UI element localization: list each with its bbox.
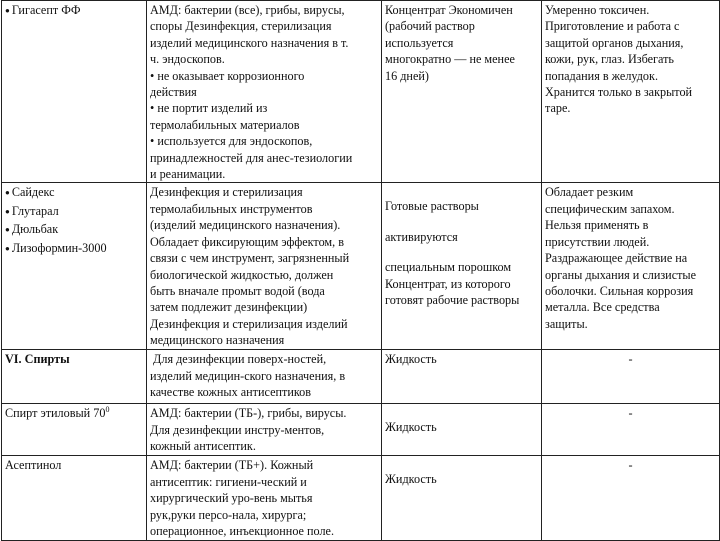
text-line: рук,руки персо-нала, хирурга;: [150, 507, 307, 522]
text-line: Концентрат Экономичен: [385, 3, 513, 17]
text-line: кожи, рук, глаз. Избегать: [545, 52, 674, 67]
form-cell: [382, 350, 542, 404]
text-line: 16 дней): [385, 68, 429, 83]
form-cell: [382, 1, 542, 183]
section-heading-cell: [2, 350, 147, 404]
text-line: • не портит изделий из: [150, 101, 268, 116]
text-line: связи с чем инструмент, загрязненный: [150, 251, 350, 266]
purpose-cell: [147, 404, 382, 456]
table-row: [2, 1, 720, 183]
agent-name: ● Лизоформин-3000: [5, 240, 143, 258]
text-line: Приготовление и работа с: [545, 19, 680, 34]
text-line: защитой органов дыхания,: [545, 35, 684, 50]
text-line: Жидкость: [385, 472, 437, 487]
table-row: [2, 404, 720, 456]
degree-superscript: 0: [105, 405, 110, 415]
text-line: Жидкость: [385, 420, 437, 435]
text-line: принадлежностей для анес-тезиологии: [150, 150, 353, 165]
agent-name: ● Дюльбак: [5, 221, 143, 239]
text-line: и реанимации.: [150, 167, 226, 182]
text-line: изделий медицин-ского назначения, в: [150, 368, 346, 383]
table-row: [2, 456, 720, 540]
text-line: • не оказывает коррозионного: [150, 68, 305, 83]
text-line: многократно — не менее: [385, 52, 515, 67]
text-line: Умеренно токсичен.: [545, 3, 650, 17]
text-line: металла. Все средства: [545, 300, 660, 315]
text-line: Жидкость: [385, 352, 437, 367]
empty-dash: -: [628, 406, 633, 421]
text-line: изделий медицинского назначения в т.: [150, 35, 349, 50]
text-line: Обладает резким: [545, 185, 634, 200]
text-line: присутствии людей.: [545, 234, 650, 249]
text-line: оболочки. Сильная коррозия: [545, 283, 694, 298]
text-line: качестве кожных антисептиков: [150, 385, 312, 400]
text-line: Готовые растворы: [385, 199, 479, 214]
purpose-cell: [147, 350, 382, 404]
text-line: термолабильных инструментов: [150, 201, 313, 216]
text-line: антисептик: гигиени-ческий и: [150, 474, 307, 489]
text-line: Раздражающее действие на: [545, 251, 688, 266]
text-line: защиты.: [545, 316, 588, 331]
text-line: таре.: [545, 101, 571, 116]
text-line: (изделий медицинского назначения).: [150, 218, 341, 233]
table-row: [2, 183, 720, 350]
text-line: Нельзя применять в: [545, 218, 649, 233]
text-line: Дезинфекция и стерилизация: [150, 185, 303, 200]
text-line: готовят рабочие растворы: [385, 293, 520, 308]
purpose-cell: [147, 183, 382, 350]
text-line: АМД: бактерии (ТБ+). Кожный: [150, 458, 314, 473]
agent-name: ● Сайдекс: [5, 184, 143, 202]
agent-name: ● Глутарал: [5, 203, 143, 221]
text-line: биологической жидкостью, должен: [150, 267, 334, 282]
section-heading: VI. Спирты: [5, 352, 70, 367]
text-line: затем подлежит дезинфекции): [150, 300, 308, 315]
text-line: хирургический уро-вень мытья: [150, 491, 313, 506]
text-line: специальным порошком: [385, 260, 512, 275]
text-line: органы дыхания и слизистые: [545, 267, 697, 282]
text-line: АМД: бактерии (все), грибы, вирусы,: [150, 3, 345, 17]
text-line: быть вначале промыт водой (вода: [150, 283, 325, 298]
text-line: Хранится только в закрытой: [545, 85, 693, 100]
notes-cell: [542, 1, 720, 183]
text-line: Концентрат, из которого: [385, 276, 511, 291]
agent-name: Асептинол: [5, 458, 62, 473]
text-line: кожный антисептик.: [150, 439, 256, 454]
text-line: используется: [385, 35, 454, 50]
text-line: (рабочий раствор: [385, 19, 475, 34]
text-line: действия: [150, 85, 197, 100]
text-line: Дезинфекция и стерилизация изделий: [150, 316, 348, 331]
empty-dash: -: [628, 352, 633, 367]
empty-dash: -: [628, 458, 633, 473]
text-line: попадания в желудок.: [545, 68, 658, 83]
agent-name-cell: [2, 404, 147, 456]
purpose-cell: [147, 456, 382, 540]
notes-cell: [542, 350, 720, 404]
text-line: АМД: бактерии (ТБ-), грибы, вирусы.: [150, 406, 347, 421]
notes-cell: [542, 183, 720, 350]
text-line: Обладает фиксирующим эффектом, в: [150, 234, 344, 249]
text-line: медицинского назначения: [150, 333, 285, 348]
agent-name-cell: [2, 183, 147, 350]
notes-cell: [542, 404, 720, 456]
text-line: • используется для эндоскопов,: [150, 134, 313, 149]
disinfectants-table: [1, 0, 720, 541]
form-cell: [382, 404, 542, 456]
agent-name-cell: [2, 456, 147, 540]
text-line: операционное, инъекционное поле.: [150, 524, 335, 539]
text-line: специфическим запахом.: [545, 201, 675, 216]
text-line: Для дезинфекции поверх-ностей,: [150, 352, 327, 367]
form-cell: [382, 456, 542, 540]
text-line: споры Дезинфекция, стерилизация: [150, 19, 332, 34]
notes-cell: [542, 456, 720, 540]
agent-name: [5, 405, 143, 421]
text-line: термолабильных материалов: [150, 117, 300, 132]
agent-name-text: Спирт этиловый 70: [5, 406, 106, 421]
agent-name: ● Гигасепт ФФ: [5, 2, 143, 20]
text-line: активируются: [385, 229, 458, 244]
purpose-cell: [147, 1, 382, 183]
text-line: Для дезинфекции инстру-ментов,: [150, 422, 325, 437]
agent-name-cell: [2, 1, 147, 183]
form-cell: [382, 183, 542, 350]
table-row: [2, 350, 720, 404]
text-line: ч. эндоскопов.: [150, 52, 225, 67]
